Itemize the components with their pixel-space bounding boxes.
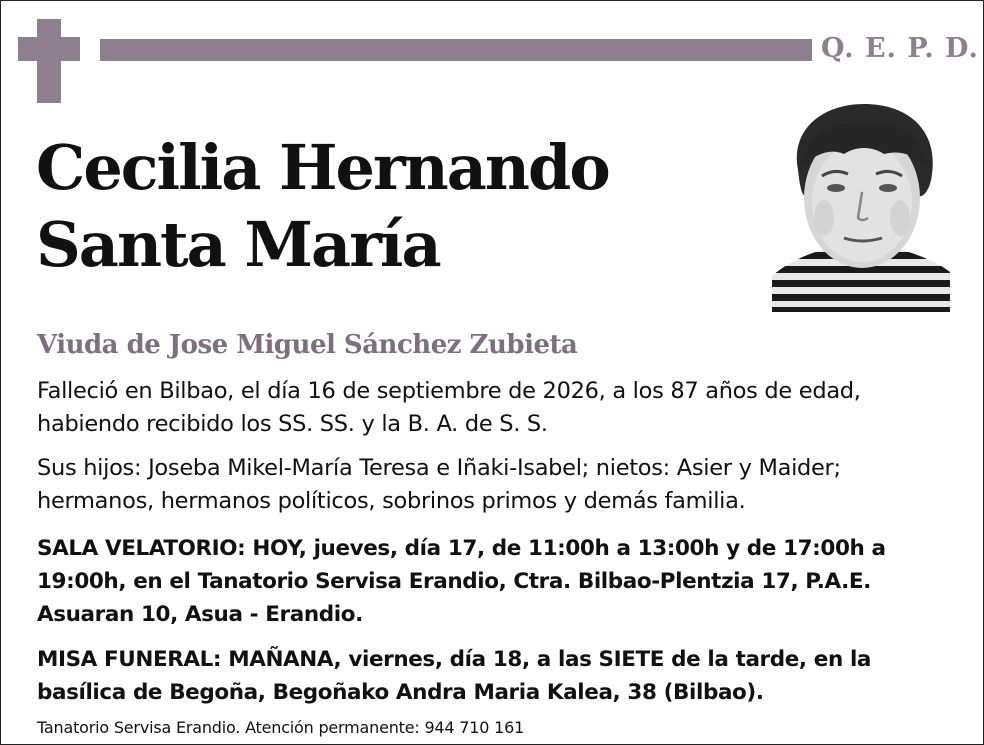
cross-icon-arm (18, 37, 80, 61)
death-notice-line2: habiendo recibido los SS. SS. y la B. A. de S. S. (37, 411, 548, 437)
funeral-mass-line2: basílica de Begoña, Begoñako Andra Maria Kalea, 38 (Bilbao). (37, 680, 764, 705)
family-list-line2: hermanos, hermanos políticos, sobrinos primos y demás familia. (37, 488, 746, 514)
wake-info (37, 532, 962, 631)
family-list-line1: Sus hijos: Joseba Mikel-María Teresa e Iñaki-Isabel; nietos: Asier y Maider; (37, 455, 841, 481)
funeral-home-contact: Tanatorio Servisa Erandio. Atención permanente: 944 710 161 (37, 718, 525, 737)
wake-info-line2: 19:00h, en el Tanatorio Servisa Erandio, Ctra. Bilbao-Plentzia 17, P.A.E. (37, 569, 871, 594)
deceased-name-line2: Santa María (36, 208, 440, 281)
deceased-name (36, 129, 609, 283)
header-rule (100, 39, 812, 61)
qepd-label: Q. E. P. D. (821, 33, 979, 64)
cross-icon (37, 19, 61, 103)
family-list (37, 452, 962, 518)
death-notice-line1: Falleció en Bilbao, el día 16 de septiembre de 2026, a los 87 años de edad, (37, 378, 861, 404)
wake-info-line3: Asuaran 10, Asua - Erandio. (37, 602, 363, 627)
death-notice (37, 375, 962, 441)
portrait-image (772, 100, 950, 312)
portrait-photo (772, 100, 950, 312)
wake-info-line1: SALA VELATORIO: HOY, jueves, día 17, de 11:00h a 13:00h y de 17:00h a (37, 536, 886, 561)
widow-of-line: Viuda de Jose Miguel Sánchez Zubieta (37, 330, 578, 360)
funeral-mass-line1: MISA FUNERAL: MAÑANA, viernes, día 18, a las SIETE de la tarde, en la (37, 647, 872, 672)
deceased-name-line1: Cecilia Hernando (36, 131, 609, 204)
funeral-mass-info (37, 643, 962, 709)
